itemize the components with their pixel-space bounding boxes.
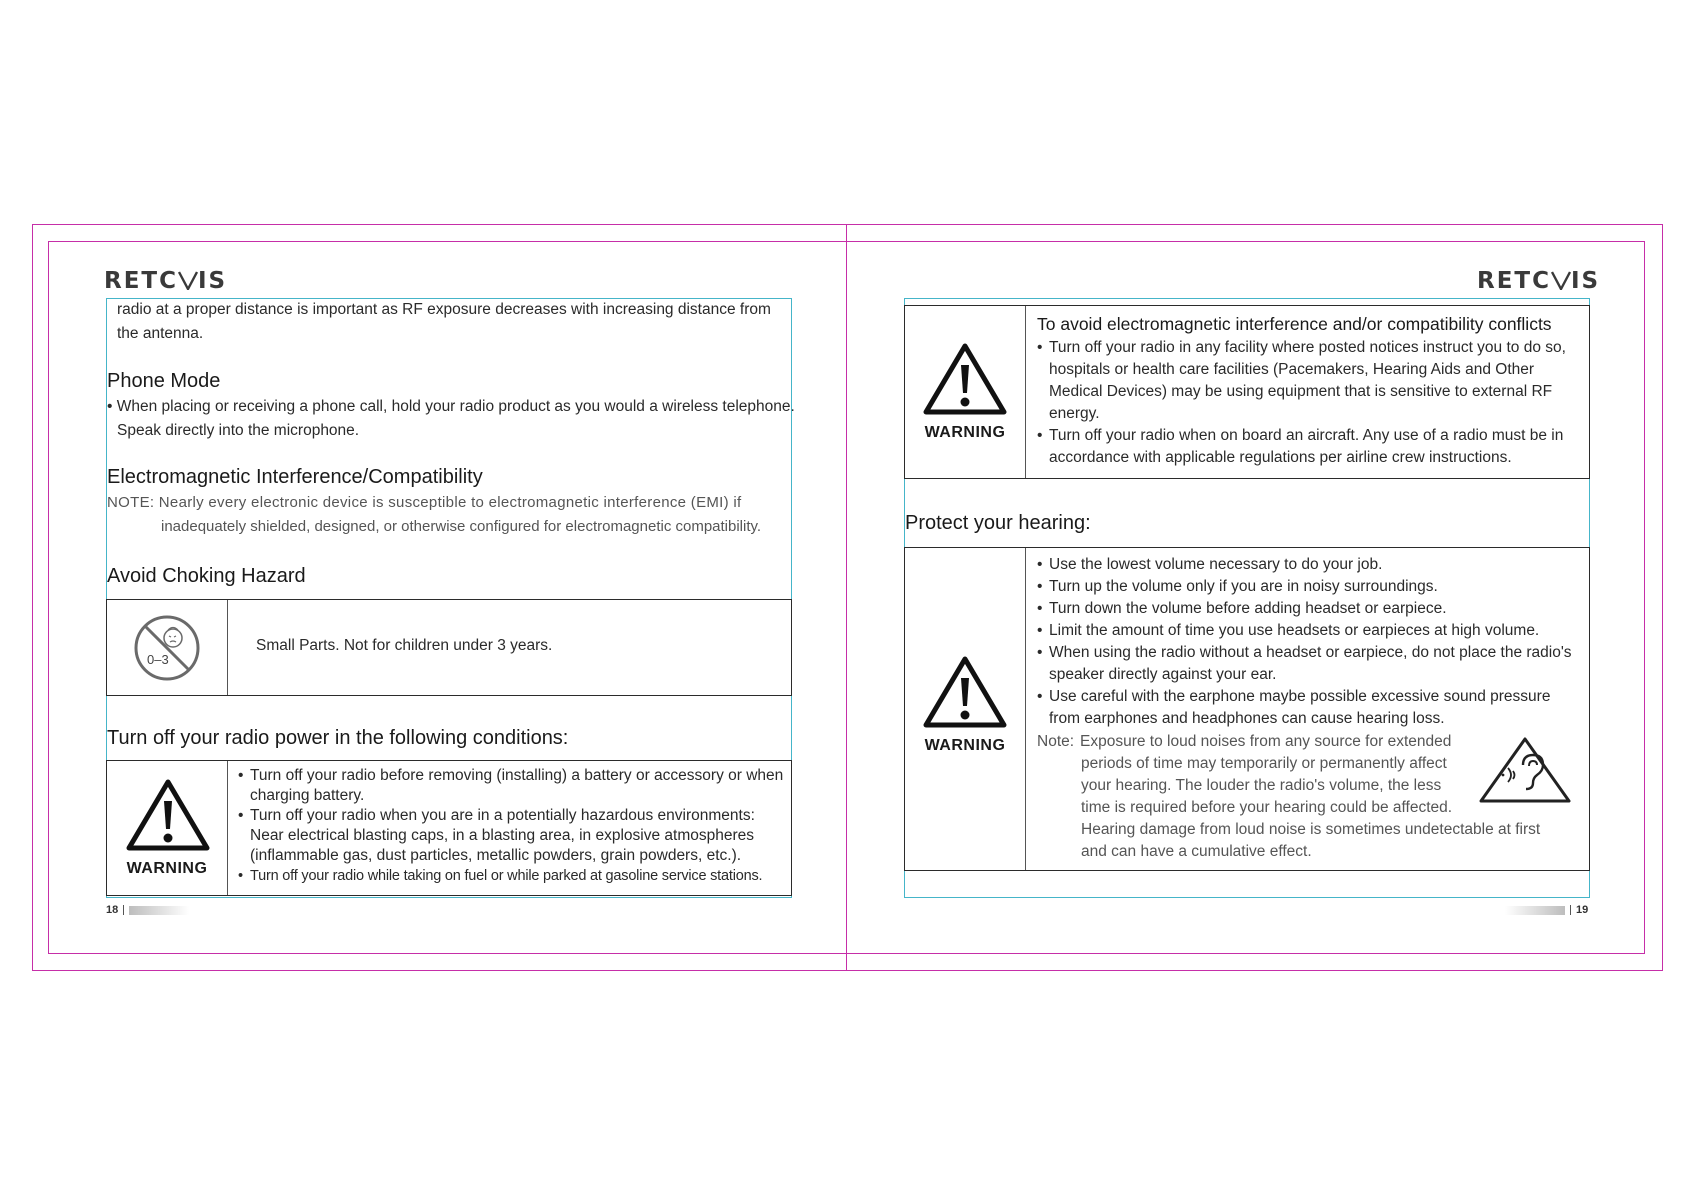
hearing-note-prefix: Note: xyxy=(1037,733,1075,750)
power-off-list xyxy=(238,766,786,886)
list-item: • Turn off your radio when on board an aircraft. Any use of a radio must be in accordance with applicable regulations per airline crew instructions. xyxy=(1037,425,1582,469)
phone-mode-line-2: Speak directly into the microphone. xyxy=(117,422,360,439)
emi-warning-label: WARNING xyxy=(924,424,1006,441)
list-item: • Use careful with the earphone maybe possible excessive sound pressure from earphones and headphones can cause hearing loss. xyxy=(1037,686,1582,730)
page-number-separator xyxy=(123,905,124,915)
brand-logo-right: RETC IS xyxy=(1477,268,1601,294)
hearing-note-line-3: your hearing. The louder the radio's volume, the less xyxy=(1081,777,1442,794)
footer-gradient-bar-right xyxy=(1505,906,1565,915)
hearing-note-line-2: periods of time may temporarily or permanently affect xyxy=(1081,755,1447,772)
protect-hearing-heading: Protect your hearing: xyxy=(905,512,1091,534)
choking-heading: Avoid Choking Hazard xyxy=(107,565,306,587)
list-item: • Use the lowest volume necessary to do your job. xyxy=(1037,554,1582,576)
warning-triangle-icon xyxy=(125,777,211,853)
phone-mode-line-1: • When placing or receiving a phone call, hold your radio product as you would a wireless telephone. xyxy=(107,398,795,415)
power-off-warning-label: WARNING xyxy=(126,860,208,877)
footer-gradient-bar-left xyxy=(129,906,189,915)
hearing-hazard-icon xyxy=(1477,735,1573,805)
emi-note-line-1: NOTE: Nearly every electronic device is susceptible to electromagnetic interference (EMI) if xyxy=(107,494,742,511)
intro-line-2: the antenna. xyxy=(117,325,204,342)
power-off-heading: Turn off your radio power in the following conditions: xyxy=(107,727,569,749)
no-children-icon xyxy=(132,613,202,683)
hearing-note-line-4: time is required before your hearing could be affected. xyxy=(1081,799,1453,816)
page-number-right: 19 xyxy=(1576,904,1589,916)
hearing-note-line-6: and can have a cumulative effect. xyxy=(1081,843,1312,860)
warning-triangle-icon xyxy=(922,654,1008,730)
emi-box-list-container xyxy=(1037,337,1582,469)
hearing-list xyxy=(1037,554,1582,730)
spine-line xyxy=(846,224,847,971)
list-item: • Turn off your radio while taking on fuel or while parked at gasoline service stations. xyxy=(238,866,786,886)
hearing-box-divider xyxy=(1025,548,1026,870)
list-item: • Turn down the volume before adding headset or earpiece. xyxy=(1037,598,1582,620)
emi-box-divider xyxy=(1025,306,1026,478)
list-item: • Turn off your radio before removing (installing) a battery or accessory or when charging battery. xyxy=(238,766,786,806)
brand-logo-left: RETC IS xyxy=(104,268,228,294)
choking-text: Small Parts. Not for children under 3 years. xyxy=(256,637,553,654)
power-off-box-divider xyxy=(227,761,228,895)
page-number-left: 18 xyxy=(106,904,119,916)
hearing-warning-label: WARNING xyxy=(924,737,1006,754)
age-range-label: 0–3 xyxy=(147,652,169,667)
choking-icon-cell xyxy=(107,600,227,695)
power-off-list-container xyxy=(238,766,786,886)
phone-mode-heading: Phone Mode xyxy=(107,370,221,392)
list-item: • Limit the amount of time you use headsets or earpieces at high volume. xyxy=(1037,620,1582,642)
hearing-list-container xyxy=(1037,554,1582,730)
emi-box-title: To avoid electromagnetic interference and/or compatibility conflicts xyxy=(1037,314,1552,334)
emi-box-list xyxy=(1037,337,1582,469)
list-item: • Turn off your radio when you are in a potentially hazardous environments: Near electrical blasting caps, in a blasting area, in explosive atmospheres (inflammable gas, dust particles, metallic powders, grain powders, etc.). xyxy=(238,806,786,866)
warning-triangle-icon xyxy=(922,341,1008,417)
list-item: • Turn up the volume only if you are in noisy surroundings. xyxy=(1037,576,1582,598)
choking-box-divider xyxy=(227,600,228,695)
emi-heading: Electromagnetic Interference/Compatibility xyxy=(107,466,483,488)
page-number-separator xyxy=(1570,905,1571,915)
intro-line-1: radio at a proper distance is important as RF exposure decreases with increasing distance from xyxy=(117,301,771,318)
list-item: • When using the radio without a headset or earpiece, do not place the radio's speaker directly against your ear. xyxy=(1037,642,1582,686)
hearing-note-line-1: Exposure to loud noises from any source for extended xyxy=(1080,733,1452,750)
list-item: • Turn off your radio in any facility where posted notices instruct you to do so, hospitals or health care facilities (Pacemakers, Hearing Aids and Other Medical Devices) may be using equipment that is sensitive to external RF energy. xyxy=(1037,337,1582,425)
hearing-note-line-5: Hearing damage from loud noise is sometimes undetectable at first xyxy=(1081,821,1541,838)
emi-note-line-2: inadequately shielded, designed, or otherwise configured for electromagnetic compatibility. xyxy=(161,518,762,535)
